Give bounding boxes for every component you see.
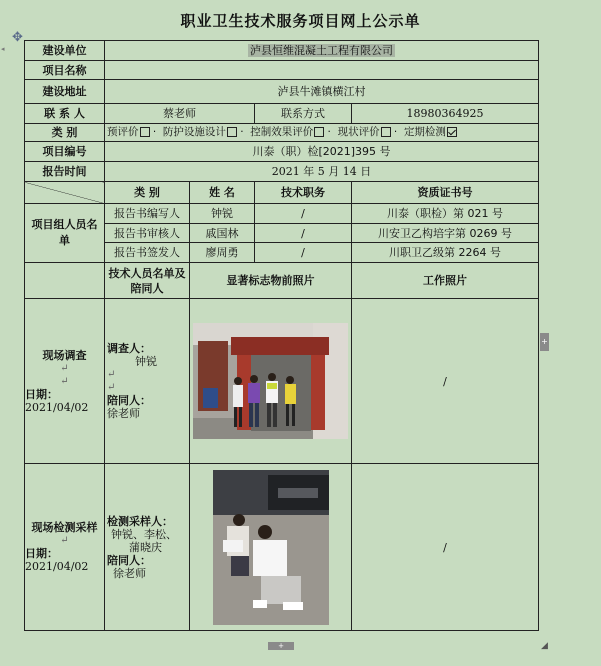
- photo-header-row: [25, 263, 539, 299]
- team-header-blank: [25, 182, 105, 204]
- team-header-title: 技术职务: [255, 182, 352, 204]
- team-member-cert[interactable]: 川职卫乙级第 2264 号: [352, 243, 539, 263]
- signage-photo[interactable]: [193, 323, 348, 439]
- category-option-0[interactable]: 预评价: [107, 126, 150, 138]
- sampler-names[interactable]: 钟锐、李松、: [111, 527, 177, 541]
- sampling-companion[interactable]: 徐老师: [113, 566, 146, 580]
- team-member-title[interactable]: /: [255, 243, 352, 263]
- row-project-no: [25, 142, 539, 162]
- team-header-role: 类 别: [105, 182, 190, 204]
- sampling-companion-label: 陪同人：: [107, 553, 151, 567]
- survey-work-photo[interactable]: /: [352, 299, 539, 464]
- category-option-4[interactable]: 定期检测: [404, 126, 457, 138]
- page-title: 职业卫生技术服务项目网上公示单: [180, 12, 421, 30]
- row-address: [25, 80, 539, 104]
- survey-companion-label: 陪同人：: [107, 394, 151, 407]
- survey-label: 现场调查: [42, 348, 87, 362]
- row-report-time: [25, 162, 539, 182]
- checkbox-preassessment[interactable]: [140, 127, 150, 137]
- team-member-title[interactable]: /: [255, 204, 352, 224]
- team-role: 报告书签发人: [105, 243, 190, 263]
- project-name-value[interactable]: [105, 61, 539, 80]
- sampling-row: 现场检测采样 ↵ 日期： 2021/04/02 检测采样人： 钟锐、李松、 蒲晓庆 陪同人： 徐老师 /: [25, 464, 539, 631]
- contact-value[interactable]: 蔡老师: [105, 104, 255, 124]
- category-option-2[interactable]: 控制效果评价: [250, 126, 324, 138]
- team-member-name[interactable]: 戚国林: [190, 224, 255, 243]
- report-time-value[interactable]: 2021 年 5 月 14 日: [105, 162, 539, 182]
- survey-companion[interactable]: 徐老师: [107, 407, 140, 420]
- edge-marker-icon: ◂: [1, 45, 5, 53]
- photo-header-signage: 显著标志物前照片: [190, 263, 352, 299]
- team-role: 报告书审核人: [105, 224, 190, 243]
- checkbox-protection-design[interactable]: [227, 127, 237, 137]
- row-category: 类 别 预评价 · 防护设施设计 · 控制效果评价 · 现状评价 · 定期检测: [25, 124, 539, 142]
- checkbox-control-effect[interactable]: [314, 127, 324, 137]
- phone-value[interactable]: 18980364925: [352, 104, 539, 124]
- address-value[interactable]: 泸县牛滩镇横江村: [105, 80, 539, 104]
- investigator-names[interactable]: 钟锐: [135, 355, 157, 368]
- row-unit: [25, 41, 539, 61]
- sampler-label: 检测采样人：: [107, 514, 173, 528]
- side-expand-handle-icon[interactable]: +: [540, 333, 549, 351]
- sampling-label: 现场检测采样: [31, 521, 98, 534]
- team-header-name: 姓 名: [190, 182, 255, 204]
- photo-header-work: 工作照片: [352, 263, 539, 299]
- report-time-label: 报告时间: [25, 162, 105, 182]
- category-option-3[interactable]: 现状评价: [338, 126, 391, 138]
- sampling-photo[interactable]: [213, 470, 329, 625]
- photo-header-blank: [25, 263, 105, 299]
- survey-date[interactable]: 2021/04/02: [25, 400, 89, 414]
- survey-date-label: 日期：: [25, 387, 58, 401]
- sampling-date-label: 日期：: [25, 547, 58, 560]
- team-member-title[interactable]: /: [255, 224, 352, 243]
- investigator-label: 调查人：: [107, 342, 151, 355]
- unit-value[interactable]: 泸县恒维混凝土工程有限公司: [250, 44, 394, 57]
- category-option-1[interactable]: 防护设施设计: [163, 126, 237, 138]
- survey-row: 现场调查 ↵ ↵ 日期： 2021/04/02 调查人： 钟锐 ↵ ↵ 陪同人： 徐老师 /: [25, 299, 539, 464]
- phone-label: 联系方式: [255, 104, 352, 124]
- checkbox-periodic-check-icon[interactable]: [447, 127, 457, 137]
- sampling-date[interactable]: 2021/04/02: [25, 560, 89, 573]
- category-label: 类 别: [25, 124, 105, 142]
- team-member-name[interactable]: 钟锐: [190, 204, 255, 224]
- contact-label: 联 系 人: [25, 104, 105, 124]
- project-no-value[interactable]: 川泰（职）检[2021]395 号: [105, 142, 539, 162]
- team-header-row: [25, 182, 539, 204]
- address-label: 建设地址: [25, 80, 105, 104]
- sampler-names-cont[interactable]: 蒲晓庆: [129, 540, 162, 554]
- bottom-expand-handle-icon[interactable]: +: [268, 642, 294, 650]
- resize-corner-icon[interactable]: ◢: [541, 641, 548, 651]
- photo-header-staff: 技术人员名单及陪同人: [105, 263, 190, 299]
- table-move-handle-icon[interactable]: ✥: [12, 30, 23, 45]
- project-no-label: 项目编号: [25, 142, 105, 162]
- notice-table: [24, 40, 539, 631]
- team-member-name[interactable]: 廖周勇: [190, 243, 255, 263]
- team-member-cert[interactable]: 川泰（职检）第 021 号: [352, 204, 539, 224]
- team-header-cert: 资质证书号: [352, 182, 539, 204]
- row-project-name: [25, 61, 539, 80]
- unit-label: 建设单位: [25, 41, 105, 61]
- sampling-work-photo[interactable]: /: [352, 464, 539, 631]
- team-row: [25, 204, 539, 224]
- row-contact: [25, 104, 539, 124]
- project-name-label: 项目名称: [25, 61, 105, 80]
- team-label: 项目组人员名单: [25, 204, 105, 263]
- checkbox-status-assessment[interactable]: [381, 127, 391, 137]
- team-member-cert[interactable]: 川安卫乙构培字第 0269 号: [352, 224, 539, 243]
- team-role: 报告书编写人: [105, 204, 190, 224]
